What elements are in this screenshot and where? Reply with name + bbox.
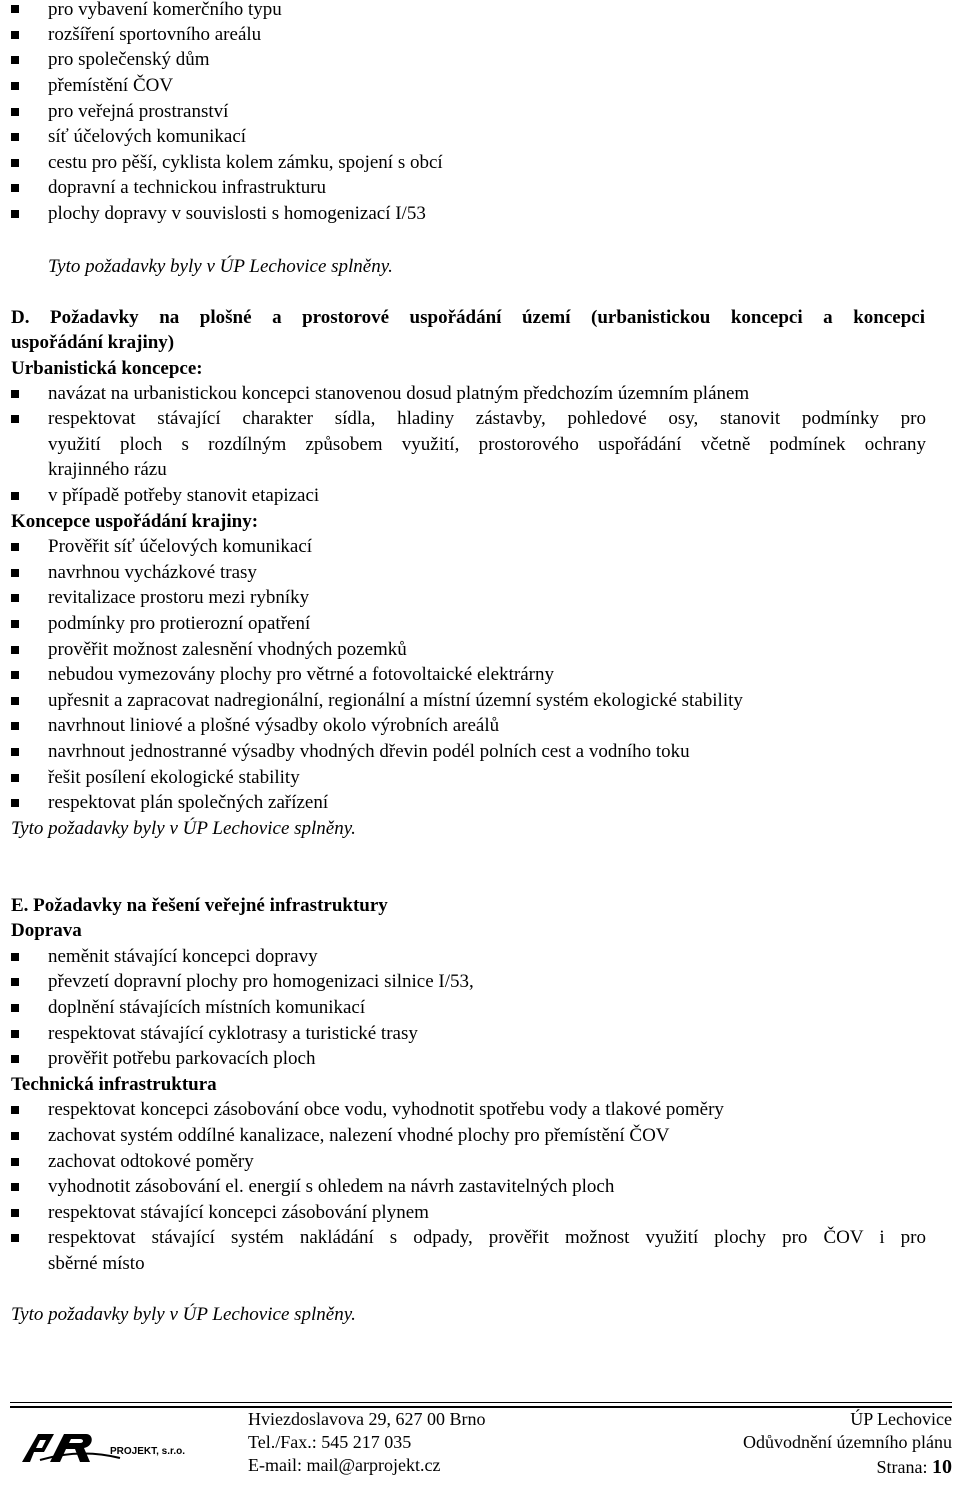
bullet-icon	[11, 1106, 19, 1114]
bullet-icon	[11, 799, 19, 807]
list-item: řešit posílení ekologické stability	[48, 767, 300, 788]
bullet-icon	[11, 646, 19, 654]
list-item: respektovat plán společných zařízení	[48, 792, 329, 813]
bullet-icon	[11, 594, 19, 602]
list-item: respektovat koncepci zásobování obce vodu, vyhodnotit spotřebu vody a tlakové poměry	[48, 1099, 724, 1120]
bullet-icon	[11, 953, 19, 961]
footer-doc-subtitle: Odůvodnění územního plánu	[743, 1432, 952, 1452]
page-label: Strana:	[876, 1457, 928, 1477]
bullet-icon	[11, 1234, 19, 1242]
list-item: navrhnout liniové a plošné výsadby okolo výrobních areálů	[48, 715, 500, 736]
list-item: respektovat stávající systém nakládání s odpady, prověřit možnost využití plochy pro ČOV i pro	[48, 1227, 926, 1248]
list-item: zachovat odtokové poměry	[48, 1151, 254, 1172]
footer-email: E-mail: mail@arprojekt.cz	[248, 1455, 441, 1475]
bullet-icon	[11, 620, 19, 628]
urban-heading: Urbanistická koncepce:	[11, 358, 203, 379]
list-item: přemístění ČOV	[48, 75, 174, 96]
bullet-icon	[11, 1055, 19, 1063]
section-e-title: E. Požadavky na řešení veřejné infrastruktury	[11, 895, 388, 916]
footer-phone: Tel./Fax.: 545 217 035	[248, 1432, 412, 1452]
bullet-icon	[11, 697, 19, 705]
list-item: upřesnit a zapracovat nadregionální, regionální a místní územní systém ekologické stability	[48, 690, 743, 711]
list-item: prověřit potřebu parkovacích ploch	[48, 1048, 316, 1069]
bullet-icon	[11, 543, 19, 551]
bullet-icon	[11, 671, 19, 679]
page-indicator	[877, 1456, 953, 1479]
landscape-heading: Koncepce uspořádání krajiny:	[11, 511, 259, 532]
section-d-title-cont: uspořádání krajiny)	[11, 332, 175, 353]
footer-doc-title: ÚP Lechovice	[850, 1409, 952, 1429]
list-item-cont: využití ploch s rozdílným způsobem využití, prostorového uspořádání včetně podmínek ochrany	[48, 434, 926, 455]
note-fulfilled: Tyto požadavky byly v ÚP Lechovice splněny.	[11, 818, 356, 839]
bullet-icon	[11, 978, 19, 986]
list-item: navrhnout jednostranné výsadby vhodných dřevin podél polních cest a vodního toku	[48, 741, 690, 762]
list-item: dopravní a technickou infrastrukturu	[48, 177, 327, 198]
list-item: respektovat stávající koncepci zásobování plynem	[48, 1202, 429, 1223]
list-item: převzetí dopravní plochy pro homogenizaci silnice I/53,	[48, 971, 474, 992]
page-number: 10	[932, 1456, 952, 1478]
transport-heading: Doprava	[11, 920, 82, 941]
bullet-icon	[11, 56, 19, 64]
tech-heading: Technická infrastruktura	[11, 1074, 217, 1095]
bullet-icon	[11, 210, 19, 218]
list-item: v případě potřeby stanovit etapizaci	[48, 485, 320, 506]
ar-logo-icon	[20, 1424, 230, 1466]
list-item: pro veřejná prostranství	[48, 101, 229, 122]
list-item: neměnit stávající koncepci dopravy	[48, 946, 318, 967]
list-item: zachovat systém oddílné kanalizace, nalezení vhodné plochy pro přemístění ČOV	[48, 1125, 670, 1146]
bullet-icon	[11, 1004, 19, 1012]
bullet-icon	[11, 415, 19, 423]
bullet-icon	[11, 1158, 19, 1166]
bullet-icon	[11, 492, 19, 500]
list-item: síť účelových komunikací	[48, 126, 247, 147]
list-item: pro společenský dům	[48, 49, 210, 70]
list-item: prověřit možnost zalesnění vhodných pozemků	[48, 639, 407, 660]
list-item: nebudou vymezovány plochy pro větrné a fotovoltaické elektrárny	[48, 664, 554, 685]
bullet-icon	[11, 1183, 19, 1191]
list-item: plochy dopravy v souvislosti s homogenizací I/53	[48, 203, 426, 224]
list-item: respektovat stávající cyklotrasy a turistické trasy	[48, 1023, 418, 1044]
list-item: doplnění stávajících místních komunikací	[48, 997, 366, 1018]
section-d-title: D. Požadavky na plošné a prostorové uspořádání území (urbanistickou koncepci a koncepci	[11, 307, 925, 328]
list-item: cestu pro pěší, cyklista kolem zámku, spojení s obcí	[48, 152, 443, 173]
bullet-icon	[11, 722, 19, 730]
list-item: rozšíření sportovního areálu	[48, 24, 262, 45]
bullet-icon	[11, 1030, 19, 1038]
list-item: Prověřit síť účelových komunikací	[48, 536, 313, 557]
bullet-icon	[11, 133, 19, 141]
bullet-icon	[11, 1209, 19, 1217]
bullet-icon	[11, 82, 19, 90]
bullet-icon	[11, 1132, 19, 1140]
bullet-icon	[11, 569, 19, 577]
list-item: revitalizace prostoru mezi rybníky	[48, 587, 310, 608]
note-fulfilled: Tyto požadavky byly v ÚP Lechovice splněny.	[11, 1304, 356, 1325]
footer-divider	[10, 1402, 952, 1403]
bullet-icon	[11, 774, 19, 782]
company-name: PROJEKT, s.r.o.	[110, 1446, 186, 1457]
list-item: podmínky pro protierozní opatření	[48, 613, 311, 634]
bullet-icon	[11, 159, 19, 167]
list-item: pro vybavení komerčního typu	[48, 0, 282, 20]
list-item: respektovat stávající charakter sídla, hladiny zástavby, pohledové osy, stanovit podmínky pro	[48, 408, 926, 429]
list-item: vyhodnotit zásobování el. energií s ohledem na návrh zastavitelných ploch	[48, 1176, 615, 1197]
company-logo	[20, 1424, 230, 1466]
footer-address: Hviezdoslavova 29, 627 00 Brno	[248, 1409, 486, 1429]
list-item: navrhnou vycházkové trasy	[48, 562, 257, 583]
bullet-icon	[11, 184, 19, 192]
bullet-icon	[11, 31, 19, 39]
list-item-cont: sběrné místo	[48, 1253, 145, 1274]
bullet-icon	[11, 5, 19, 13]
bullet-icon	[11, 748, 19, 756]
list-item-cont: krajinného rázu	[48, 459, 167, 480]
bullet-icon	[11, 108, 19, 116]
note-fulfilled: Tyto požadavky byly v ÚP Lechovice splněny.	[48, 256, 393, 277]
bullet-icon	[11, 390, 19, 398]
list-item: navázat na urbanistickou koncepci stanovenou dosud platným předchozím územním plánem	[48, 383, 750, 404]
